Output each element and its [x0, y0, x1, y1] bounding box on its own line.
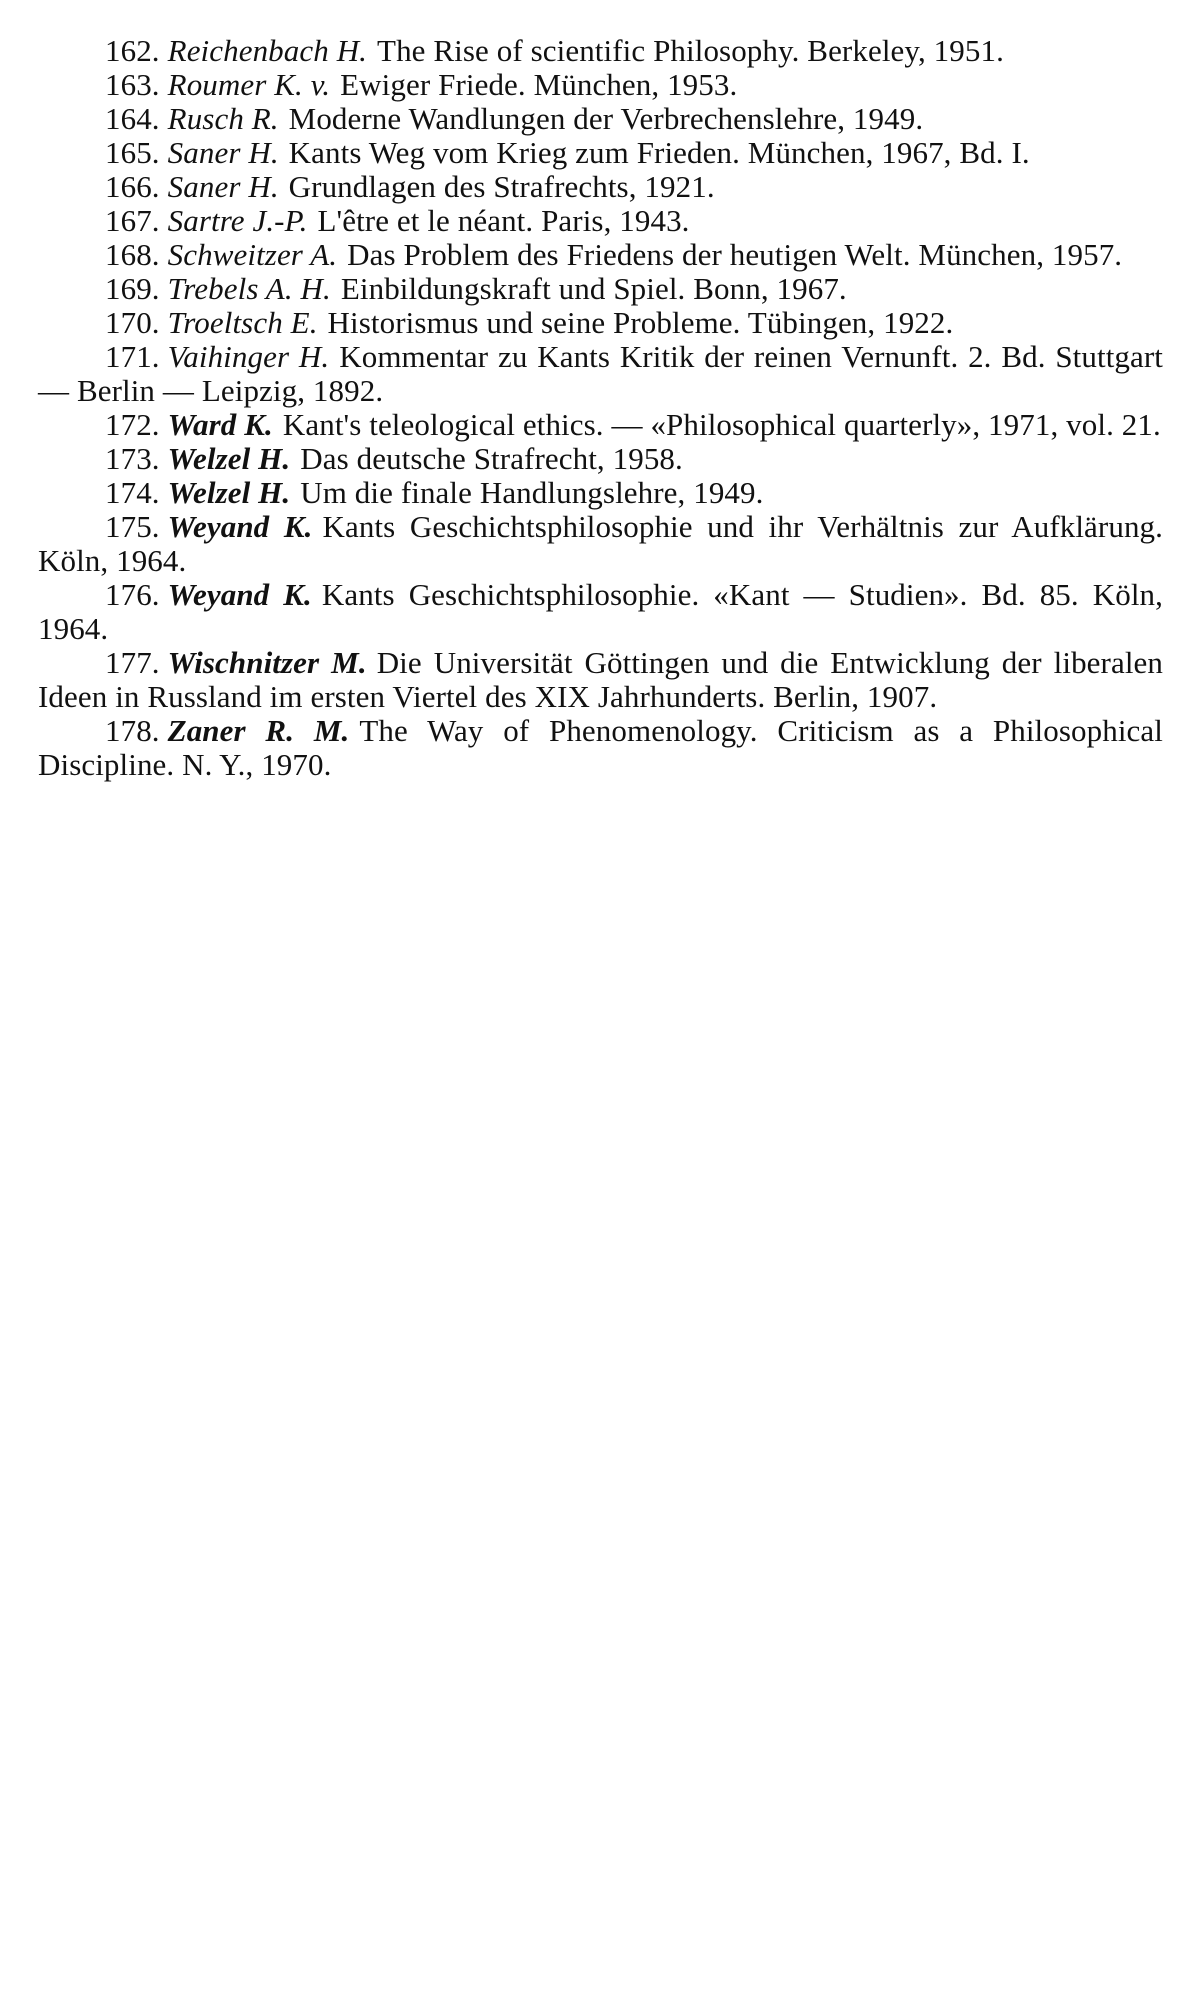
entry-text: Kants Weg vom Krieg zum Frieden. München, 1967, Bd. I. — [288, 135, 1030, 170]
bibliography-entry — [38, 510, 1163, 578]
entry-author: Vaihinger H. — [167, 339, 330, 374]
entry-text: Historismus und seine Probleme. Tübingen, 1922. — [327, 305, 954, 340]
entry-text: Die Universität Göttingen und die Entwicklung der liberalen Ideen in Russland im ersten Viertel des XIX Jahrhunderts. Berlin, 1907. — [38, 645, 1163, 714]
entry-text: Kants Geschichtsphilosophie. «Kant — Studien». Bd. 85. Köln, 1964. — [38, 577, 1163, 646]
entry-number: 172. — [105, 407, 160, 442]
entry-number: 167. — [105, 203, 160, 238]
bibliography-entry — [38, 408, 1163, 442]
entry-author: Welzel H. — [167, 475, 291, 510]
entry-number: 165. — [105, 135, 160, 170]
entry-text: Moderne Wandlungen der Verbrechenslehre, 1949. — [288, 101, 924, 136]
entry-author: Welzel H. — [167, 441, 291, 476]
entry-text: Das deutsche Strafrecht, 1958. — [300, 441, 683, 476]
entry-number: 176. — [105, 577, 160, 612]
entry-author: Saner H. — [167, 135, 279, 170]
bibliography-entry — [38, 340, 1163, 408]
entry-text: Um die finale Handlungslehre, 1949. — [300, 475, 764, 510]
bibliography-entry — [38, 204, 1163, 238]
bibliography-entry — [38, 578, 1163, 646]
entry-text: Grundlagen des Strafrechts, 1921. — [288, 169, 715, 204]
bibliography-entry — [38, 170, 1163, 204]
bibliography-list — [38, 34, 1163, 782]
entry-author: Wischnitzer M. — [167, 645, 367, 680]
bibliography-entry — [38, 68, 1163, 102]
entry-text: Ewiger Friede. München, 1953. — [340, 67, 738, 102]
entry-text: Das Problem des Friedens der heutigen Welt. München, 1957. — [347, 237, 1123, 272]
entry-number: 163. — [105, 67, 160, 102]
entry-author: Weyand K. — [167, 509, 313, 544]
bibliography-entry — [38, 272, 1163, 306]
bibliography-entry — [38, 646, 1163, 714]
bibliography-entry — [38, 238, 1163, 272]
entry-author: Roumer K. v. — [167, 67, 331, 102]
entry-number: 174. — [105, 475, 160, 510]
entry-author: Sartre J.-P. — [167, 203, 308, 238]
entry-text: Einbildungskraft und Spiel. Bonn, 1967. — [340, 271, 847, 306]
bibliography-entry — [38, 714, 1163, 782]
entry-number: 171. — [105, 339, 160, 374]
entry-number: 169. — [105, 271, 160, 306]
entry-text: L'être et le néant. Paris, 1943. — [317, 203, 690, 238]
entry-number: 164. — [105, 101, 160, 136]
entry-text: Kants Geschichtsphilosophie und ihr Verhältnis zur Aufklärung. Köln, 1964. — [38, 509, 1163, 578]
entry-text: Kant's teleological ethics. — «Philosophical quarterly», 1971, vol. 21. — [282, 407, 1161, 442]
bibliography-entry — [38, 442, 1163, 476]
entry-author: Zaner R. M. — [167, 713, 350, 748]
entry-number: 178. — [105, 713, 160, 748]
entry-number: 173. — [105, 441, 160, 476]
entry-author: Ward K. — [167, 407, 273, 442]
bibliography-page — [38, 34, 1163, 782]
entry-text: The Way of Phenomenology. Criticism as a Philosophical Discipline. N. Y., 1970. — [38, 713, 1163, 782]
entry-number: 175. — [105, 509, 160, 544]
entry-author: Troeltsch E. — [167, 305, 318, 340]
bibliography-entry — [38, 34, 1163, 68]
entry-author: Reichenbach H. — [167, 33, 368, 68]
entry-text: Kommentar zu Kants Kritik der reinen Vernunft. 2. Bd. Stuttgart — Berlin — Leipzig, 1892. — [38, 339, 1163, 408]
bibliography-entry — [38, 476, 1163, 510]
entry-author: Weyand K. — [167, 577, 312, 612]
entry-author: Saner H. — [167, 169, 279, 204]
entry-number: 162. — [105, 33, 160, 68]
entry-author: Schweitzer A. — [167, 237, 338, 272]
bibliography-entry — [38, 136, 1163, 170]
entry-text: The Rise of scientific Philosophy. Berkeley, 1951. — [377, 33, 1004, 68]
bibliography-entry — [38, 306, 1163, 340]
entry-number: 177. — [105, 645, 160, 680]
entry-number: 166. — [105, 169, 160, 204]
bibliography-entry — [38, 102, 1163, 136]
entry-number: 170. — [105, 305, 160, 340]
entry-author: Rusch R. — [167, 101, 279, 136]
entry-author: Trebels A. H. — [167, 271, 331, 306]
entry-number: 168. — [105, 237, 160, 272]
